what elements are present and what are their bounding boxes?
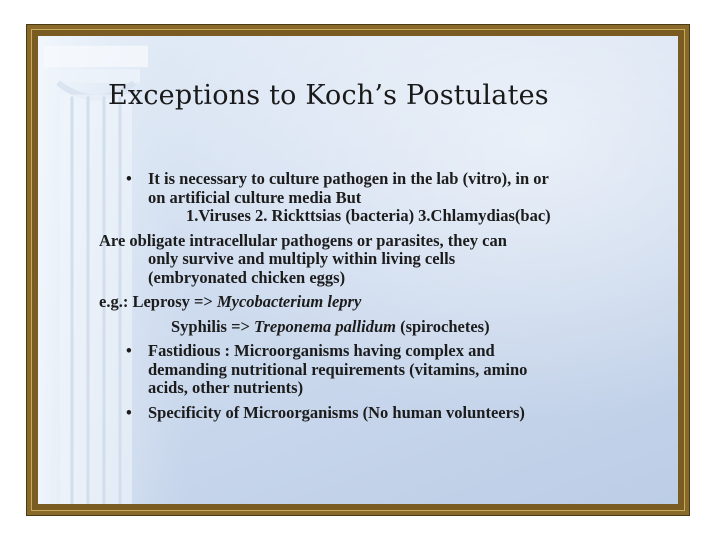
slide-body — [99, 169, 678, 422]
text-line-3: 1.Viruses 2. Rickttsias (bacteria) 3.Chlamydias(bac) — [186, 206, 551, 225]
bullet-dot-3: • — [126, 402, 132, 422]
bullet-dot-1: • — [126, 169, 132, 188]
text-line-1: It is necessary to culture pathogen in the lab (vitro), in or — [148, 169, 549, 188]
fastidious-line-1: Fastidious : Microorganisms having complex and — [148, 341, 495, 360]
fastidious-line-2: demanding nutritional requirements (vitamins, amino — [148, 359, 528, 379]
leprosy-organism: Mycobacterium lepry — [216, 292, 362, 311]
bullet-culture — [126, 170, 678, 189]
syphilis-suffix: (spirochetes) — [395, 316, 490, 336]
bullet-dot-2: • — [126, 341, 132, 360]
slide-title: Exceptions to Koch’s Postulates — [108, 80, 549, 111]
slide-canvas — [38, 36, 678, 504]
bullet-fastidious — [126, 342, 678, 361]
syphilis-organism: Treponema pallidum — [254, 316, 396, 336]
syphilis-prefix: Syphilis => — [171, 316, 255, 336]
example-syphilis — [126, 318, 678, 337]
specificity-text: Specificity of Microorganisms (No human volunteers) — [148, 402, 525, 422]
bullet-specificity — [126, 404, 678, 423]
leprosy-prefix: e.g.: Leprosy => — [99, 292, 217, 311]
text-line-5: only survive and multiply within living cells — [148, 249, 456, 268]
text-line-6: (embryonated chicken eggs) — [148, 267, 346, 287]
text-line-4: Are obligate intracellular pathogens or parasites, they can — [99, 230, 507, 250]
frame-border — [31, 29, 685, 511]
fastidious-line-3: acids, other nutrients) — [148, 378, 304, 397]
text-line-2: on artificial culture media But — [148, 187, 362, 207]
slide-frame — [26, 24, 690, 516]
example-leprosy — [99, 293, 678, 312]
